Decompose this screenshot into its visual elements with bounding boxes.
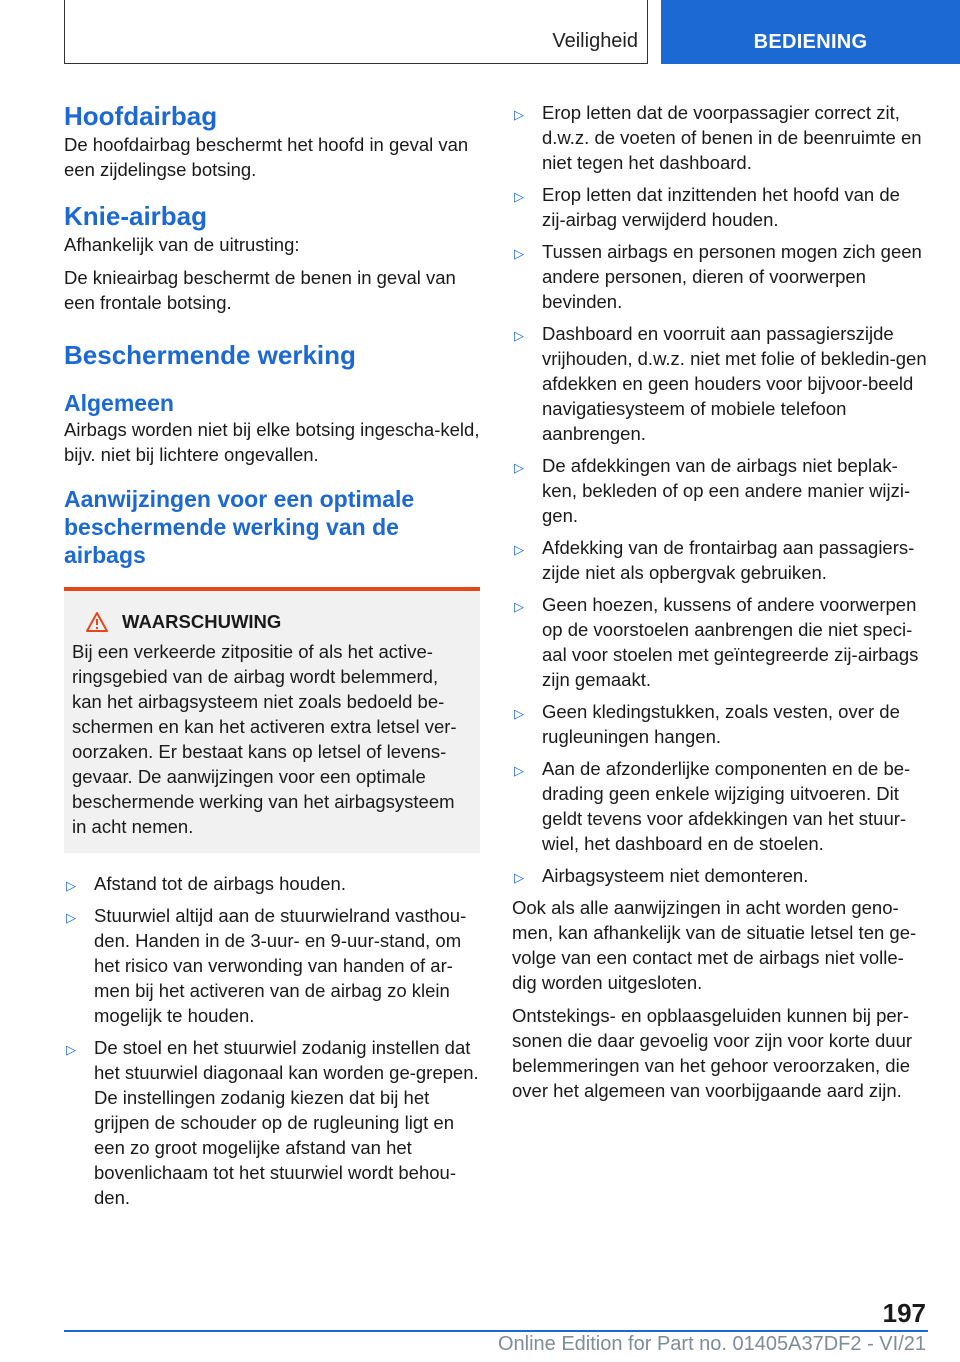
right-column [512,100,928,1103]
bullet-list-right [512,100,928,888]
text-hoofdairbag: De hoofdairbag beschermt het hoofd in geval van een zijdelingse botsing. [64,134,469,180]
list-item: ▷ Geen kledingstukken, zoals vesten, over de rugleuningen hangen. [514,701,900,747]
bullet-triangle-icon: ▷ [514,542,524,557]
footer-divider [64,1330,928,1332]
bullet-triangle-icon: ▷ [514,763,524,778]
warning-text: Bij een verkeerde zitpositie of als het active‐ringsgebied van de airbag wordt belemmerd, kan het airbagsysteem niet zoals bedoeld be‐schermen en kan het activeren extra letsel ver‐oorzaken. Er bestaat kans op letsel of levens‐gevaar. De aanwijzingen voor een optimale beschermende werking van het airbagsysteem in acht nemen. [72,641,457,837]
heading-aanwijzingen: Aanwijzingen voor een optimale beschermende werking van de airbags [64,486,415,568]
bullet-triangle-icon: ▷ [66,878,76,893]
list-item: ▷ De afdekkingen van de airbags niet beplak‐ken, bekleden of op een andere manier wijzi‐gen. [514,455,911,526]
text-knie-2: De knieairbag beschermt de benen in geval van een frontale botsing. [64,267,456,313]
warning-title-text: WAARSCHUWING [122,611,282,632]
list-item: ▷ Afstand tot de airbags houden. [64,871,480,896]
text-paragraph-1: Ook als alle aanwijzingen in acht worden geno‐men, kan afhankelijk van de situatie letsel ten ge‐volge van een contact met de airbags niet volle‐dig worden uitgesloten. [512,897,917,993]
bullet-triangle-icon: ▷ [514,189,524,204]
list-item: ▷ Erop letten dat inzittenden het hoofd van de zij-airbag verwijderd houden. [514,184,900,230]
heading-algemeen: Algemeen [64,390,174,416]
list-item: ▷ Airbagsysteem niet demonteren. [512,863,928,888]
bullet-triangle-icon: ▷ [66,910,76,925]
list-item: ▷ Erop letten dat de voorpassagier correct zit, d.w.z. de voeten of benen in de beenruimte en niet tegen het dashboard. [514,102,922,173]
list-item: ▷ Aan de afzonderlijke componenten en de be‐drading geen enkele wijziging uitvoeren. Dit geldt tevens voor afdekkingen van het stuur‐wiel, het dashboard en de stoelen. [514,758,911,854]
heading-beschermende-werking: Beschermende werking [64,340,356,370]
text-knie-1: Afhankelijk van de uitrusting: [64,234,300,255]
page-header [64,0,960,66]
bullet-list-left [64,871,480,1210]
list-item: ▷ Geen hoezen, kussens of andere voorwerpen op de voorstoelen aanbrengen die niet speci‐aal voor stoelen met geïntegreerde zij-airbags zijn gemaakt. [514,594,919,690]
bullet-triangle-icon: ▷ [514,107,524,122]
page-number: 197 [882,1298,926,1328]
bullet-triangle-icon: ▷ [514,599,524,614]
heading-knie-airbag: Knie-airbag [64,201,208,231]
text-algemeen: Airbags worden niet bij elke botsing ingescha‐keld, bijv. niet bij lichtere ongevallen. [64,419,480,465]
bullet-triangle-icon: ▷ [514,706,524,721]
bullet-triangle-icon: ▷ [514,460,524,475]
left-column [64,100,480,1217]
bullet-triangle-icon: ▷ [66,1042,76,1057]
warning-box [64,587,480,853]
warning-title [72,611,472,633]
heading-hoofdairbag: Hoofdairbag [64,101,218,131]
bullet-triangle-icon: ▷ [514,870,524,885]
list-item: ▷ Afdekking van de frontairbag aan passagiers‐zijde niet als opbergvak gebruiken. [514,537,915,583]
section-label: Veiligheid [552,30,638,52]
text-paragraph-2: Ontstekings- en opblaasgeluiden kunnen bij per‐sonen die daar gevoelig voor zijn voor korte duur belemmeringen van het gehoor veroorzaken, die over het algemeen van voorbijgaande aard zijn. [512,1005,913,1101]
list-item: ▷ De stoel en het stuurwiel zodanig instellen dat het stuurwiel diagonaal kan worden ge‐grepen. De instellingen zodanig kiezen dat bij het grijpen de schouder op de rugleuning ligt en een zo groot mogelijke afstand van het bovenlichaam tot het stuurwiel wordt behou‐den. [66,1037,479,1208]
list-item: ▷ Tussen airbags en personen mogen zich geen andere personen, dieren of voorwerpen bevinden. [514,241,922,312]
warning-triangle-icon [86,612,108,632]
list-item: ▷ Dashboard en voorruit aan passagierszijde vrijhouden, d.w.z. niet met folie of bekledin‐gen afdekken en geen houders voor bijvoor‐beeld navigatiesysteem of mobiele telefoon aanbrengen. [514,323,927,444]
bullet-triangle-icon: ▷ [514,246,524,261]
list-item: ▷ Stuurwiel altijd aan de stuurwielrand vasthou‐den. Handen in de 3-uur- en 9-uur-stand, om het risico van verwonding van handen of ar‐men bij het activeren van de airbag zo klein mogelijk te houden. [66,905,467,1026]
chapter-tab[interactable]: BEDIENING [661,0,960,64]
footer-edition: Online Edition for Part no. 01405A37DF2 - VI/21 [497,1333,926,1355]
bullet-triangle-icon: ▷ [514,328,524,343]
